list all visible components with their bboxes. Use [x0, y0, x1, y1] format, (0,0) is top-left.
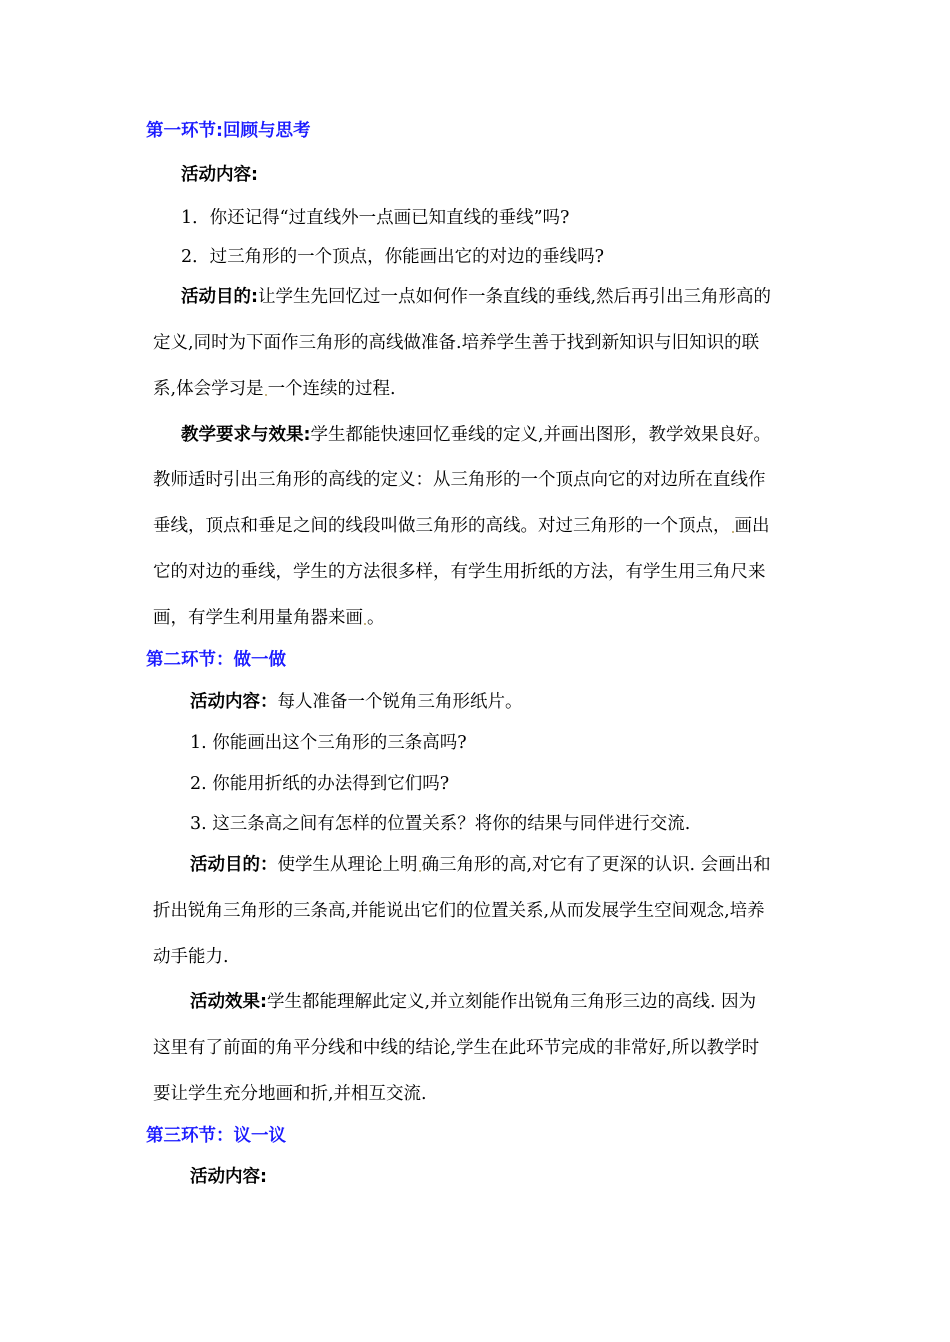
section2-content-line [190, 690, 523, 714]
section1-req-line-5 [153, 606, 385, 630]
section1-req-line-4: 它的对边的垂线，学生的方法很多样，有学生用折纸的方法，有学生用三角尺来 [153, 562, 766, 582]
section1-purpose-line-2: 定义,同时为下面作三角形的高线做准备.培养学生善于找到新知识与旧知识的联 [153, 333, 760, 353]
section1-req-line-1 [181, 423, 771, 447]
section2-purpose-line-2: 折出锐角三角形的三条高,并能说出它们的位置关系,从而发展学生空间观念,培养 [153, 901, 765, 921]
section1-item-1: 1．你还记得“过直线外一点画已知直线的垂线”吗? [181, 208, 570, 228]
section2-item-2: 2. 你能用折纸的办法得到它们吗? [190, 774, 450, 794]
section1-purpose-text-3a: 系,体会学习是 [153, 379, 264, 399]
section1-purpose-text-3b: 一个连续的过程. [267, 379, 396, 399]
section3-heading: 第三环节：议一议 [146, 1126, 286, 1146]
section1-purpose-line-1 [181, 285, 771, 309]
section1-item-2: 2．过三角形的一个顶点，你能画出它的对边的垂线吗? [181, 247, 605, 267]
section2-item-1: 1. 你能画出这个三角形的三条高吗? [190, 733, 467, 753]
section2-effect-line-3: 要让学生充分地画和折,并相互交流. [153, 1084, 427, 1104]
section2-purpose-text-1b: 确三角形的高,对它有了更深的认识. 会画出和 [421, 855, 771, 875]
section1-req-text-5a: 画，有学生利用量角器来画 [153, 608, 363, 628]
section2-content-text: 每人准备一个锐角三角形纸片。 [277, 692, 523, 712]
section2-effect-line-1 [190, 990, 756, 1014]
section1-req-line-2: 教师适时引出三角形的高线的定义：从三角形的一个顶点向它的对边所在直线作 [153, 470, 766, 490]
section2-purpose-line-1 [190, 853, 771, 877]
section2-purpose-text-1a: 使学生从理论上明 [277, 855, 418, 875]
stray-dot-mark [419, 870, 421, 872]
section1-purpose-label: 活动目的: [181, 287, 258, 307]
section2-effect-line-2: 这里有了前面的角平分线和中线的结论,学生在此环节完成的非常好,所以教学时 [153, 1038, 760, 1058]
section1-purpose-text-1: 让学生先回忆过一点如何作一条直线的垂线,然后再引出三角形高的 [258, 287, 772, 307]
section2-purpose-line-3: 动手能力. [153, 947, 229, 967]
section1-req-line-3 [153, 514, 770, 538]
section1-purpose-line-3 [153, 377, 396, 401]
section2-effect-text-1: 学生都能理解此定义,并立刻能作出锐角三角形三边的高线. 因为 [267, 992, 757, 1012]
section1-heading: 第一环节:回顾与思考 [146, 121, 311, 141]
section1-req-text-1: 学生都能快速回忆垂线的定义,并画出图形，教学效果良好。 [310, 425, 772, 445]
section1-req-text-3b: 画出 [734, 516, 770, 536]
section1-content-label: 活动内容: [181, 165, 258, 185]
section2-content-label: 活动内容： [190, 692, 278, 712]
section2-item-3: 3. 这三条高之间有怎样的位置关系？将你的结果与同伴进行交流. [190, 814, 691, 834]
section2-heading: 第二环节：做一做 [146, 650, 286, 670]
section1-req-text-5b: 。 [367, 608, 385, 628]
section1-req-label: 教学要求与效果: [181, 425, 311, 445]
stray-dot-mark [265, 394, 267, 396]
section2-purpose-label: 活动目的： [190, 855, 278, 875]
section3-content-label: 活动内容: [190, 1167, 267, 1187]
stray-dot-mark [732, 531, 734, 533]
section2-effect-label: 活动效果: [190, 992, 267, 1012]
section1-req-text-3a: 垂线，顶点和垂足之间的线段叫做三角形的高线。对过三角形的一个顶点， [153, 516, 731, 536]
stray-dot-mark [364, 623, 366, 625]
